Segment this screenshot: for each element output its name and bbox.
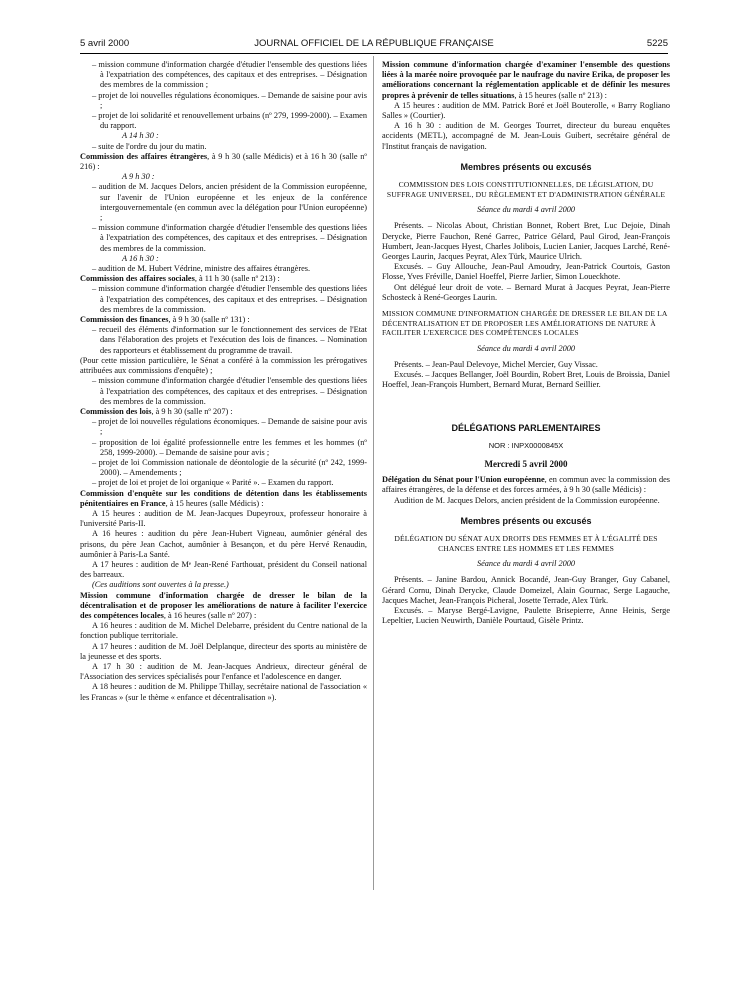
committee-name: Mission commune d'information chargée de dresser le bilan de la décentralisation et de proposer les améliorations de nature à faciliter l'exercice des compétences locales — [80, 590, 367, 620]
header-rule — [80, 53, 668, 54]
agenda-item: – recueil des éléments d'information sur le fonctionnement des services de l'Etat dans l'élaboration des projets et l'exécution des lois de finances. – Nomination des rapporteurs et établissement du programme de travail. — [92, 325, 367, 355]
agenda-item: – projet de loi nouvelles régulations économiques. – Demande de saisine pour avis ; — [92, 417, 367, 437]
header-date: 5 avril 2000 — [80, 38, 130, 49]
hearing-item: A 17 heures : audition de M. Joël Delplanque, directeur des sports au ministère de la jeunesse et des sports. — [80, 641, 367, 661]
hearing-item: A 16 heures : audition du père Jean-Hubert Vigneau, aumônier général des prisons, du père Jean Cachot, aumônier à Besançon, et du père Hervé Renaudin, aumônier à Paris-La Santé. — [80, 529, 367, 559]
column-divider — [373, 56, 374, 890]
committee-details: , à 16 heures (salle nº 207) : — [163, 610, 257, 620]
committee-name: Commission des finances — [80, 315, 169, 325]
time-label: A 9 h 30 : — [122, 172, 155, 182]
present-list: Présents. – Janine Bardou, Annick Bocandé, Jean-Guy Branger, Guy Cabanel, Gérard Cornu, Dinah Derycke, Claude Domeizel, Alain Gournac, Serge Lagauche, Jacques Machet, Jean-François Picheral, Josette Terrade, Alex Türk. — [382, 575, 670, 605]
section-heading: Membres présents ou excusés — [460, 161, 592, 172]
mission-details: , à 15 heures (salle nº 213) : — [514, 90, 607, 100]
hearing-item: A 15 heures : audition de M. Jean-Jacques Dupeyroux, professeur honoraire à l'université Paris-II. — [80, 508, 367, 529]
committee-details: , à 9 h 30 (salle nº 131) : — [168, 315, 250, 325]
page-header — [80, 38, 668, 54]
committee-details: , à 15 heures (salle Médicis) : — [165, 498, 264, 508]
agenda-item: – projet de loi Commission nationale de déontologie de la sécurité (nº 242, 1999-2000). – Amendements ; — [92, 457, 367, 478]
committee-details: , à 11 h 30 (salle nº 213) : — [194, 274, 280, 284]
agenda-item: – mission commune d'information chargée d'étudier l'ensemble des questions liées à l'expatriation des compétences, des capitaux et des entreprises. – Désignation des membres de la commission. — [92, 284, 367, 314]
excused-list: Excusés. – Jacques Bellanger, Joël Bourdin, Robert Bret, Louis de Broissia, Daniel Hoeffel, Jean-François Humbert, Bernard Murat, Bernard Seillier. — [382, 370, 670, 390]
delegation-details: , en commun avec la commission des affaires étrangères, de la défense et des forces armées, à 9 h 30 (salle Médicis) : — [382, 475, 671, 495]
committee-name: Commission d'enquête sur les conditions de détention dans les établissements pénitentiaires en France — [80, 488, 367, 508]
agenda-item: – mission commune d'information chargée d'étudier l'ensemble des questions liées à l'expatriation des compétences, des capitaux et des entreprises. – Désignation des membres de la commission ; — [92, 60, 367, 90]
agenda-item: – audition de M. Jacques Delors, ancien président de la Commission européenne, sur l'avenir de l'Union européenne et les enjeux de la conférence intergouvernementale (en commun avec la délégation pour l'Union européenne) ; — [92, 182, 367, 223]
present-list: Présents. – Nicolas About, Christian Bonnet, Robert Bret, Luc Dejoie, Dinah Derycke, Pierre Fauchon, René Garrec, Patrice Gélard, Paul Girod, Jean-François Humbert, Jean-Jacques Hyest, Charles Jolibois, Lucien Lanier, Jacques Larché, René-Georges Laurin, Jacques Peyrat, Alex Türk, Maurice Ulrich. — [382, 221, 670, 262]
nor-reference: NOR : INPX0000845X — [488, 440, 564, 450]
right-column — [382, 60, 670, 626]
delegation-heading — [382, 475, 670, 495]
hearing-item: A 15 heures : audition de MM. Patrick Boré et Joël Bouterolle, « Barry Rogliano Salles » (Courtier). — [382, 100, 670, 121]
hearing-item: A 18 heures : audition de M. Philippe Thillay, secrétaire national de l'association « les Francas » (sur le thème « enfance et décentralisation »). — [80, 682, 367, 702]
committee-heading — [80, 407, 367, 417]
present-list: Présents. – Jean-Paul Delevoye, Michel Mercier, Guy Vissac. — [394, 360, 598, 370]
mission-heading — [382, 60, 670, 101]
time-label: A 14 h 30 : — [122, 131, 159, 141]
hearing-item: Audition de M. Jacques Delors, ancien président de la Commission européenne. — [394, 495, 660, 505]
session-date: Séance du mardi 4 avril 2000 — [476, 205, 576, 215]
note: (Pour cette mission particulière, le Sénat a conféré à la commission les prérogatives attribuées aux commissions d'enquête) ; — [80, 355, 367, 376]
mission-name: Mission commune d'information chargée d'examiner l'ensemble des questions liées à la marée noire provoquée par le naufrage du navire Erika, de proposer les améliorations concernant la réglementation applicable et de définir les mesures propres à prévenir de telles situations — [382, 60, 670, 100]
press-note: (Ces auditions sont ouvertes à la presse.) — [92, 580, 229, 590]
hearing-item: A 16 heures : audition de M. Michel Delebarre, président du Centre national de la fonction publique territoriale. — [80, 621, 367, 641]
body-name: COMMISSION DES LOIS CONSTITUTIONNELLES, DE LÉGISLATION, DU SUFFRAGE UNIVERSEL, DU RÈGLEMENT ET D'ADMINISTRATION GÉNÉRALE — [386, 180, 666, 199]
proxy-list: Ont délégué leur droit de vote. – Bernard Murat à Jacques Peyrat, Jean-Pierre Schosteck à René-Georges Laurin. — [382, 282, 670, 302]
journal-title: JOURNAL OFFICIEL DE LA RÉPUBLIQUE FRANÇAISE — [254, 38, 494, 49]
day-heading: Mercredi 5 avril 2000 — [484, 459, 568, 470]
excused-list: Excusés. – Guy Allouche, Jean-Paul Amoudry, Jean-Patrick Courtois, Gaston Flosse, Yves Fréville, Daniel Hoeffel, Pierre Jarlier, Simon Loueckhote. — [382, 262, 670, 282]
committee-name: Commission des affaires sociales — [80, 274, 195, 284]
agenda-item: – audition de M. Hubert Védrine, ministre des affaires étrangères. — [92, 264, 311, 274]
committee-heading — [80, 274, 367, 284]
session-date: Séance du mardi 4 avril 2000 — [476, 343, 576, 353]
excused-list: Excusés. – Maryse Bergé-Lavigne, Paulette Brisepierre, Anne Heinis, Serge Lepeltier, Lucien Neuwirth, Danièle Pourtaud, Gisèle Printz. — [382, 606, 670, 626]
agenda-item: – mission commune d'information chargée d'étudier l'ensemble des questions liées à l'expatriation des compétences, des capitaux et des entreprises. – Désignation des membres de la commission. — [92, 376, 367, 406]
agenda-item: – projet de loi solidarité et renouvellement urbains (nº 279, 1999-2000). – Examen du rapport. — [92, 111, 367, 131]
page-number: 5225 — [646, 38, 668, 49]
body-name: DÉLÉGATION DU SÉNAT AUX DROITS DES FEMMES ET À L'ÉGALITÉ DES CHANCES ENTRE LES HOMMES ET LES FEMMES — [394, 534, 658, 553]
committee-name: Commission des lois — [80, 406, 152, 416]
committee-heading — [80, 591, 367, 622]
left-column — [80, 60, 367, 703]
agenda-item: – suite de l'ordre du jour du matin. — [92, 141, 207, 151]
agenda-item: – projet de loi nouvelles régulations économiques. – Demande de saisine pour avis ; — [92, 90, 367, 110]
hearing-item: A 17 heures : audition de Mᵉ Jean-René Farthouat, président du Conseil national des barreaux. — [80, 559, 367, 580]
committee-details: , à 9 h 30 (salle Médicis) et à 16 h 30 (salle nº 216) : — [80, 151, 367, 172]
time-label: A 16 h 30 : — [122, 253, 159, 263]
agenda-item: – proposition de loi égalité professionnelle entre les femmes et les hommes (nº 258, 1999-2000). – Demande de saisine pour avis ; — [92, 437, 367, 457]
hearing-item: A 16 h 30 : audition de M. Georges Tourret, directeur du bureau enquêtes accidents (METL), accompagné de M. Jean-Louis Guibert, secrétaire général de l'Institut français de navigation. — [382, 121, 670, 151]
body-name: MISSION COMMUNE D'INFORMATION CHARGÉE DE DRESSER LE BILAN DE LA DÉCENTRALISATION ET DE PROPOSER LES AMÉLIORATIONS DE NATURE À FACILITER L'EXERCICE DES COMPÉTENCES LOCALES — [382, 309, 668, 338]
section-heading: Membres présents ou excusés — [460, 515, 592, 526]
hearing-item: A 17 h 30 : audition de M. Jean-Jacques Andrieux, directeur général de l'Association des services spécialisés pour l'enfance et l'adolescence en danger. — [80, 661, 367, 682]
agenda-item: – mission commune d'information chargée d'étudier l'ensemble des questions liées à l'expatriation des compétences, des capitaux et des entreprises. – Désignation des membres de la commission. — [92, 223, 367, 253]
session-date: Séance du mardi 4 avril 2000 — [476, 559, 576, 569]
committee-heading — [80, 315, 367, 325]
committee-heading — [80, 489, 367, 509]
committee-name: Commission des affaires étrangères — [80, 151, 208, 161]
agenda-item: – projet de loi et projet de loi organique « Parité ». – Examen du rapport. — [92, 478, 334, 488]
section-heading: DÉLÉGATIONS PARLEMENTAIRES — [451, 422, 601, 433]
committee-heading — [80, 152, 367, 172]
committee-details: , à 9 h 30 (salle nº 207) : — [151, 406, 233, 416]
delegation-name: Délégation du Sénat pour l'Union européenne — [382, 475, 545, 485]
